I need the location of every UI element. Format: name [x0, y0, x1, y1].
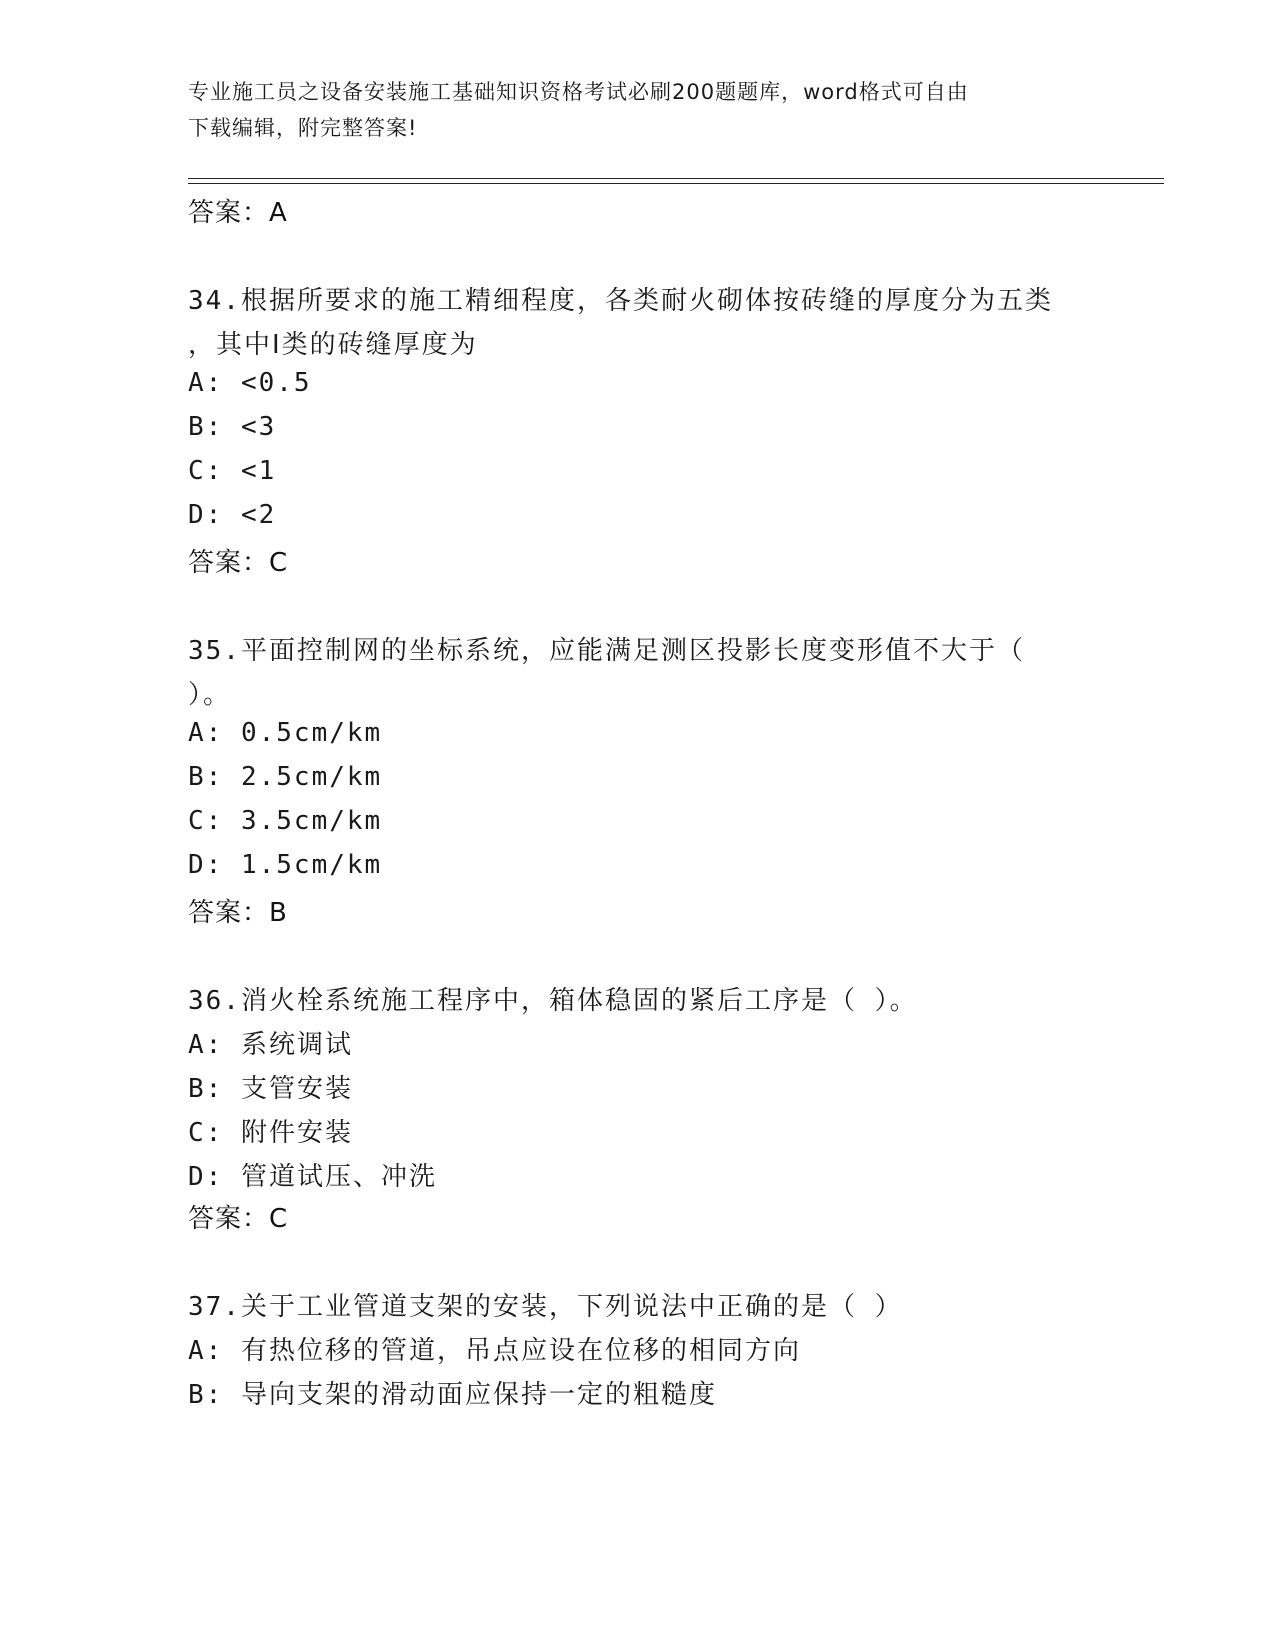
header-line-2: 下载编辑，附完整答案!: [188, 116, 418, 140]
header-divider-bottom: [188, 183, 1164, 184]
option-b: B: 2.5cm/km: [188, 762, 383, 792]
option-c: C: 附件安装: [188, 1118, 353, 1148]
header-line-1: 专业施工员之设备安装施工基础知识资格考试必刷200题题库，word格式可自由: [188, 80, 969, 104]
question-stem: 37.关于工业管道支架的安装，下列说法中正确的是（ ）: [188, 1292, 903, 1322]
option-d: D: 1.5cm/km: [188, 850, 383, 880]
answer-text: 答案：C: [188, 548, 289, 578]
option-b: B: 支管安装: [188, 1074, 353, 1104]
option-d: D: 管道试压、冲洗: [188, 1162, 437, 1192]
option-c: C: 3.5cm/km: [188, 806, 383, 836]
document-header: [188, 74, 1088, 146]
option-c: C: <1: [188, 456, 277, 486]
header-divider-top: [188, 178, 1164, 179]
question-stem: 36.消火栓系统施工程序中，箱体稳固的紧后工序是（ ）。: [188, 986, 918, 1016]
option-b: B: <3: [188, 412, 277, 442]
answer-text: 答案：C: [188, 1204, 289, 1234]
option-b: B: 导向支架的滑动面应保持一定的粗糙度: [188, 1380, 717, 1410]
option-a: A: 有热位移的管道，吊点应设在位移的相同方向: [188, 1336, 801, 1366]
question-stem-continued: ）。: [188, 680, 232, 710]
question-stem: 35.平面控制网的坐标系统，应能满足测区投影长度变形值不大于（: [188, 636, 1025, 666]
option-a: A: <0.5: [188, 368, 312, 398]
option-a: A: 系统调试: [188, 1030, 353, 1060]
answer-text: 答案：B: [188, 898, 288, 928]
option-a: A: 0.5cm/km: [188, 718, 383, 748]
answer-text: 答案：A: [188, 198, 288, 228]
question-stem-continued: ，其中Ⅰ类的砖缝厚度为: [188, 330, 478, 360]
option-d: D: <2: [188, 500, 277, 530]
question-stem: 34.根据所要求的施工精细程度，各类耐火砌体按砖缝的厚度分为五类: [188, 286, 1053, 316]
